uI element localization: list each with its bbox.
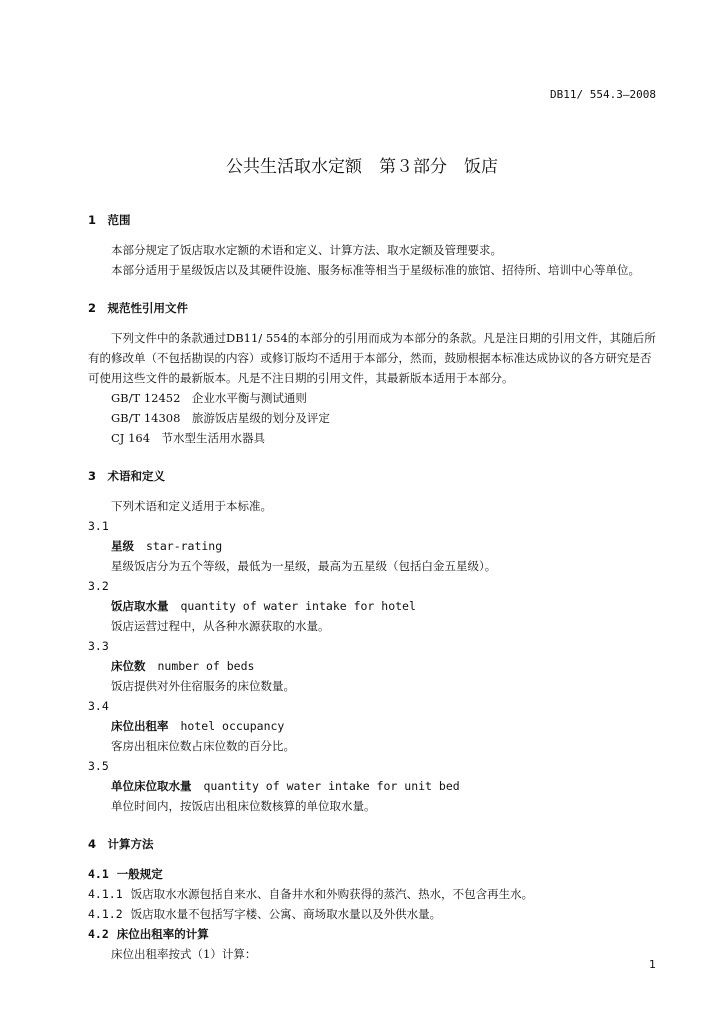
clause-text: 一般规定	[116, 867, 163, 881]
term-zh: 床位数	[111, 659, 146, 673]
clause-number: 4.2	[88, 927, 109, 941]
standard-code: DB11/ 554.3—2008	[550, 88, 656, 101]
term-zh: 床位出租率	[111, 719, 169, 733]
section-heading-references: 2 规范性引用文件	[88, 301, 189, 315]
page-number: 1	[649, 958, 656, 971]
paragraph: 本部分规定了饭店取水定额的术语和定义、计算方法、取水定额及管理要求。	[111, 243, 502, 257]
paragraph: 下列术语和定义适用于本标准。	[111, 499, 272, 513]
section-heading-calculation: 4 计算方法	[88, 837, 154, 851]
clause	[88, 884, 660, 904]
clause-occupancy-calc	[88, 924, 660, 944]
term-heading	[88, 656, 660, 676]
reference-item: GB/T 12452 企业水平衡与测试通则	[111, 391, 307, 405]
term-definition: 单位时间内，按饭店出租床位数核算的单位取水量。	[111, 799, 376, 813]
term-en: hotel occupancy	[180, 719, 285, 733]
term-number: 3.4	[88, 699, 109, 713]
term-heading	[88, 776, 660, 796]
term-number: 3.1	[88, 519, 109, 533]
term-en: quantity of water intake for unit bed	[203, 779, 460, 793]
clause-number: 4.1.1	[88, 887, 123, 901]
paragraph: 床位出租率按式（1）计算：	[111, 947, 257, 961]
clause-number: 4.1.2	[88, 907, 123, 921]
section-heading-scope: 1 范围	[88, 213, 131, 227]
term-number: 3.5	[88, 759, 109, 773]
document-body	[88, 210, 660, 964]
term-en: quantity of water intake for hotel	[180, 599, 416, 613]
term-zh: 饭店取水量	[111, 599, 169, 613]
term-definition: 饭店提供对外住宿服务的床位数量。	[111, 679, 295, 693]
reference-item: GB/T 14308 旅游饭店星级的划分及评定	[111, 411, 330, 425]
term-zh: 单位床位取水量	[111, 779, 192, 793]
term-definition: 饭店运营过程中，从各种水源获取的水量。	[111, 619, 330, 633]
clause-text: 饭店取水水源包括自来水、自备井水和外购获得的蒸汽、热水，不包含再生水。	[130, 887, 534, 901]
term-definition: 星级饭店分为五个等级，最低为一星级，最高为五星级（包括白金五星级）。	[111, 559, 497, 573]
document-title: 公共生活取水定额 第３部分 饭店	[226, 157, 498, 177]
term-definition: 客房出租床位数占床位数的百分比。	[111, 739, 295, 753]
clause-number: 4.1	[88, 867, 109, 881]
clause-text: 饭店取水量不包括写字楼、公寓、商场取水量以及外供水量。	[130, 907, 442, 921]
term-heading	[88, 536, 660, 556]
section-heading-terms: 3 术语和定义	[88, 469, 166, 483]
term-en: number of beds	[157, 659, 255, 673]
term-number: 3.3	[88, 639, 109, 653]
term-en: star-rating	[146, 539, 223, 553]
term-heading	[88, 596, 660, 616]
clause	[88, 904, 660, 924]
term-zh: 星级	[111, 539, 134, 553]
paragraph: 下列文件中的条款通过DB11/ 554的本部分的引用而成为本部分的条款。凡是注日期的引用文件，其随后所有的修改单（不包括勘误的内容）或修订版均不适用于本部分，然而，鼓励根据本标准达成协议的各方研究是否可使用这些文件的最新版本。凡是不注日期的引用文件，其最新版本适用于本部分。	[88, 331, 656, 385]
clause-general	[88, 864, 660, 884]
clause-text: 床位出租率的计算	[116, 927, 209, 941]
paragraph: 本部分适用于星级饭店以及其硬件设施、服务标准等相当于星级标准的旅馆、招待所、培训中心等单位。	[111, 263, 640, 277]
reference-item: CJ 164 节水型生活用水器具	[111, 431, 266, 445]
term-heading	[88, 716, 660, 736]
term-number: 3.2	[88, 579, 109, 593]
